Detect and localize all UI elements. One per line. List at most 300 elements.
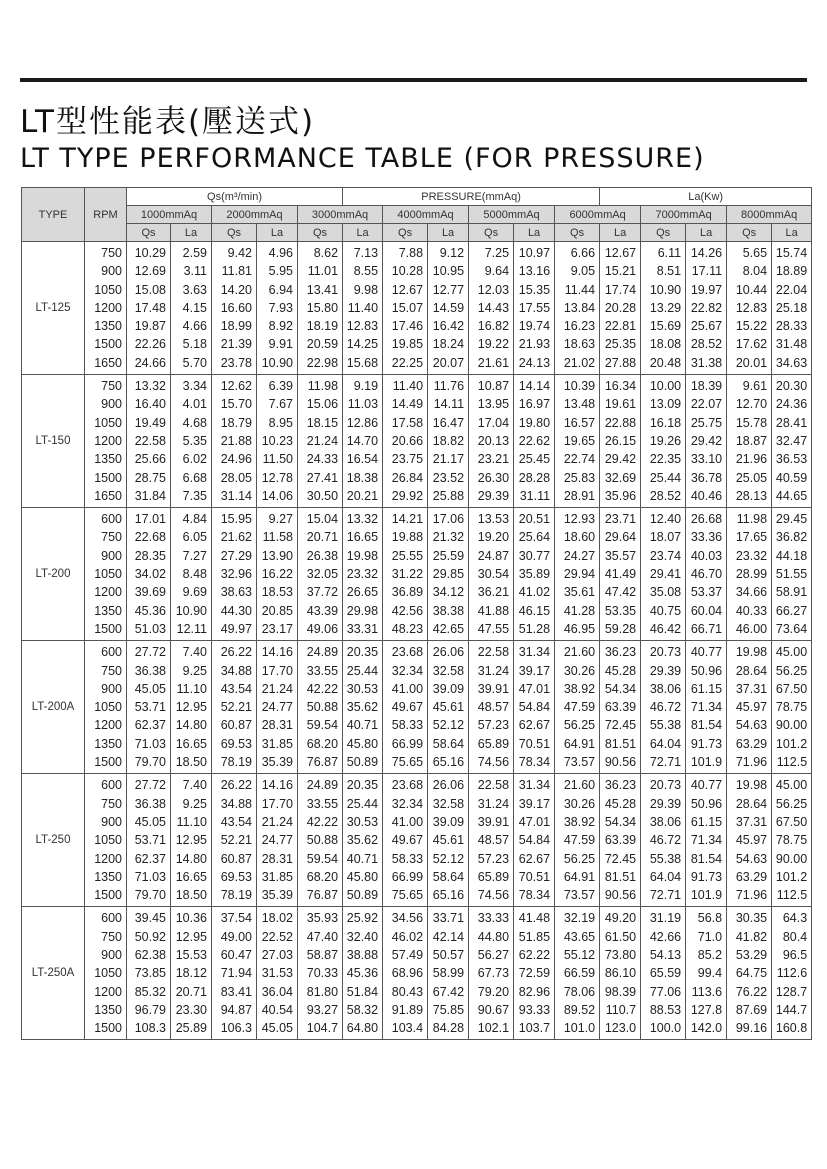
la-value: 19.74: [518, 319, 551, 334]
la-value: 17.70: [261, 663, 293, 678]
qs-value: 60.87: [220, 718, 252, 733]
qs-value: 68.96: [391, 966, 424, 981]
qs-column-cell: [298, 508, 343, 641]
la-value: 22.82: [690, 300, 723, 315]
qs-value: 73.57: [563, 888, 596, 903]
la-value: 64.3: [782, 911, 808, 926]
qs-value: 9.05: [570, 264, 596, 279]
qs-value: 7.25: [484, 246, 510, 260]
la-value: 8.48: [182, 567, 207, 582]
qs-value: 40.75: [649, 603, 682, 618]
la-column-cell: [600, 907, 641, 1040]
pressure-header: 1000mmAq: [127, 206, 212, 224]
qs-column-cell: [469, 375, 514, 508]
qs-value: 28.91: [563, 488, 596, 503]
la-value: 45.00: [775, 645, 808, 660]
qs-value: 67.73: [477, 966, 510, 981]
la-value: 142.0: [690, 1021, 723, 1036]
qs-value: 33.33: [477, 911, 510, 926]
qs-value: 21.39: [220, 337, 252, 352]
qs-value: 46.95: [563, 621, 596, 636]
qs-value: 10.90: [649, 282, 682, 297]
la-value: 33.36: [690, 530, 723, 545]
qs-value: 29.39: [649, 663, 682, 678]
qs-value: 23.78: [220, 355, 252, 370]
qs-value: 39.91: [477, 681, 510, 696]
la-subheader: La: [514, 224, 555, 242]
qs-value: 24.27: [563, 548, 596, 563]
qs-value: 38.92: [563, 814, 596, 829]
qs-column-cell: [383, 375, 428, 508]
la-value: 45.80: [346, 736, 379, 751]
la-value: 62.67: [518, 851, 551, 866]
la-value: 4.66: [182, 319, 207, 334]
la-value: 5.70: [182, 355, 207, 370]
la-column-cell: [343, 907, 383, 1040]
la-value: 50.96: [690, 663, 723, 678]
qs-column-cell: [727, 242, 772, 375]
qs-column-cell: [383, 641, 428, 774]
la-column-cell: [772, 774, 812, 907]
la-value: 33.71: [432, 911, 465, 926]
qs-value: 16.40: [134, 397, 166, 412]
la-value: 39.17: [518, 663, 551, 678]
qs-value: 27.29: [220, 548, 252, 563]
qs-value: 41.88: [477, 603, 510, 618]
la-value: 58.91: [775, 585, 808, 600]
qs-value: 50.88: [306, 833, 339, 848]
qs-value: 15.80: [306, 300, 339, 315]
la-value: 7.35: [182, 488, 207, 503]
la-value: 18.82: [432, 433, 465, 448]
rpm-value: 750: [101, 929, 122, 944]
qs-value: 34.66: [735, 585, 768, 600]
la-value: 18.50: [175, 755, 207, 770]
rpm-value: 900: [101, 814, 122, 829]
la-value: 6.05: [182, 530, 207, 545]
la-value: 90.00: [775, 851, 808, 866]
qs-value: 15.22: [735, 319, 768, 334]
qs-value: 17.46: [391, 319, 424, 334]
la-value: 11.10: [176, 814, 207, 829]
la-value: 16.97: [518, 397, 551, 412]
qs-column-cell: [127, 508, 171, 641]
la-column-cell: [428, 907, 469, 1040]
la-value: 14.06: [261, 488, 293, 503]
rpm-value: 1200: [94, 585, 122, 600]
qs-value: 18.08: [649, 337, 682, 352]
qs-subheader: Qs: [383, 224, 428, 242]
qs-value: 76.22: [735, 984, 768, 999]
la-value: 21.32: [432, 530, 465, 545]
la-value: 4.15: [182, 300, 207, 315]
qs-value: 29.39: [477, 488, 510, 503]
model-group-row: [22, 242, 812, 375]
la-value: 70.51: [518, 736, 551, 751]
la-value: 128.7: [775, 984, 808, 999]
la-value: 4.01: [182, 397, 207, 412]
la-value: 44.65: [775, 488, 808, 503]
qs-group-header: Qs(m³/min): [127, 188, 343, 206]
qs-value: 85.32: [134, 984, 166, 999]
qs-value: 8.04: [742, 264, 768, 279]
la-value: 21.24: [261, 814, 293, 829]
qs-column-cell: [469, 242, 514, 375]
qs-value: 99.16: [735, 1021, 768, 1036]
la-value: 32.47: [775, 433, 808, 448]
qs-value: 26.30: [477, 470, 510, 485]
rpm-value: 1050: [94, 833, 122, 848]
qs-subheader: Qs: [727, 224, 772, 242]
qs-value: 108.3: [134, 1021, 166, 1036]
la-value: 29.85: [432, 567, 465, 582]
qs-value: 9.64: [484, 264, 510, 279]
la-column-cell: [171, 242, 212, 375]
qs-value: 41.28: [563, 603, 596, 618]
qs-value: 26.38: [306, 548, 339, 563]
qs-value: 23.68: [391, 778, 424, 793]
qs-value: 81.80: [306, 984, 339, 999]
qs-value: 20.59: [306, 337, 339, 352]
la-value: 90.56: [604, 888, 637, 903]
la-value: 23.52: [432, 470, 465, 485]
qs-column-cell: [727, 641, 772, 774]
qs-column-cell: [298, 242, 343, 375]
la-column-cell: [257, 641, 298, 774]
qs-value: 43.54: [220, 681, 252, 696]
la-column-cell: [772, 641, 812, 774]
qs-value: 34.56: [391, 911, 424, 926]
la-value: 31.34: [518, 645, 551, 660]
rpm-value: 1350: [94, 1002, 122, 1017]
qs-value: 26.22: [220, 645, 252, 660]
qs-subheader: Qs: [641, 224, 686, 242]
la-value: 59.28: [604, 621, 637, 636]
qs-value: 32.05: [306, 567, 339, 582]
la-value: 32.58: [432, 796, 465, 811]
la-value: 12.95: [175, 833, 207, 848]
qs-value: 48.57: [477, 833, 510, 848]
qs-value: 71.96: [735, 755, 768, 770]
qs-column-cell: [555, 641, 600, 774]
rpm-value: 1200: [94, 300, 122, 315]
qs-value: 18.60: [563, 530, 596, 545]
qs-value: 23.21: [477, 452, 510, 467]
la-column-cell: [428, 641, 469, 774]
la-value: 14.80: [175, 851, 207, 866]
qs-value: 23.32: [735, 548, 768, 563]
la-value: 28.28: [518, 470, 551, 485]
qs-column-cell: [469, 907, 514, 1040]
rpm-cell: [85, 774, 127, 907]
rpm-value: 1050: [94, 966, 122, 981]
qs-value: 19.88: [391, 530, 424, 545]
qs-value: 45.36: [134, 603, 166, 618]
qs-value: 37.31: [735, 681, 768, 696]
la-value: 91.73: [690, 869, 723, 884]
la-value: 36.53: [775, 452, 808, 467]
qs-value: 46.72: [649, 833, 682, 848]
qs-value: 78.19: [220, 755, 252, 770]
rpm-header: RPM: [85, 188, 127, 242]
qs-column-cell: [383, 242, 428, 375]
qs-column-cell: [383, 774, 428, 907]
qs-value: 18.63: [563, 337, 596, 352]
la-value: 20.85: [261, 603, 293, 618]
la-column-cell: [514, 774, 555, 907]
la-value: 40.77: [690, 778, 723, 793]
qs-value: 21.88: [220, 433, 252, 448]
qs-column-cell: [127, 242, 171, 375]
la-value: 98.39: [604, 984, 637, 999]
qs-value: 13.41: [306, 282, 339, 297]
la-value: 21.24: [261, 681, 293, 696]
pressure-header: 4000mmAq: [383, 206, 469, 224]
la-value: 28.31: [261, 851, 293, 866]
la-value: 34.12: [432, 585, 465, 600]
la-column-cell: [600, 242, 641, 375]
qs-column-cell: [555, 907, 600, 1040]
la-value: 41.49: [604, 567, 637, 582]
qs-value: 66.99: [391, 869, 424, 884]
la-value: 62.22: [518, 947, 551, 962]
la-value: 20.35: [346, 778, 379, 793]
qs-value: 18.79: [220, 415, 252, 430]
la-value: 9.25: [182, 796, 207, 811]
qs-value: 43.65: [563, 929, 596, 944]
la-value: 6.94: [268, 282, 293, 297]
la-value: 9.91: [268, 337, 293, 352]
la-value: 73.64: [775, 621, 808, 636]
la-value: 31.11: [519, 488, 551, 503]
qs-value: 32.96: [220, 567, 252, 582]
la-value: 66.27: [775, 603, 808, 618]
qs-column-cell: [212, 375, 257, 508]
la-value: 81.51: [604, 869, 637, 884]
la-column-cell: [257, 907, 298, 1040]
qs-value: 19.85: [391, 337, 424, 352]
qs-value: 12.93: [563, 512, 596, 527]
la-value: 10.90: [175, 603, 207, 618]
type-header: TYPE: [22, 188, 85, 242]
model-group-row: [22, 641, 812, 774]
la-value: 71.34: [690, 700, 723, 715]
qs-column-cell: [212, 508, 257, 641]
qs-value: 80.43: [391, 984, 424, 999]
la-value: 39.09: [432, 681, 465, 696]
la-value: 23.32: [346, 567, 379, 582]
la-value: 23.17: [261, 621, 293, 636]
la-value: 18.12: [175, 966, 207, 981]
qs-value: 14.49: [391, 397, 424, 412]
la-value: 51.28: [518, 621, 551, 636]
qs-column-cell: [727, 508, 772, 641]
qs-value: 29.94: [563, 567, 596, 582]
qs-value: 55.38: [649, 718, 682, 733]
qs-value: 18.15: [306, 415, 339, 430]
qs-value: 49.00: [220, 929, 252, 944]
la-value: 50.89: [346, 888, 379, 903]
qs-value: 65.89: [477, 869, 510, 884]
qs-value: 28.64: [735, 663, 768, 678]
qs-value: 42.66: [649, 929, 682, 944]
la-value: 54.84: [518, 833, 551, 848]
la-value: 93.33: [518, 1002, 551, 1017]
qs-value: 25.55: [391, 548, 424, 563]
la-value: 81.54: [690, 851, 723, 866]
qs-value: 7.88: [398, 246, 424, 260]
la-value: 51.85: [518, 929, 551, 944]
qs-column-cell: [727, 375, 772, 508]
rpm-value: 1050: [94, 282, 122, 297]
qs-value: 60.87: [220, 851, 252, 866]
la-value: 25.75: [690, 415, 723, 430]
la-value: 44.18: [775, 548, 808, 563]
rpm-value: 1500: [94, 337, 122, 352]
la-value: 21.93: [518, 337, 551, 352]
la-value: 45.80: [346, 869, 379, 884]
qs-column-cell: [469, 641, 514, 774]
la-value: 32.69: [604, 470, 637, 485]
la-value: 15.35: [518, 282, 551, 297]
la-value: 36.23: [604, 778, 637, 793]
qs-value: 19.20: [477, 530, 510, 545]
la-value: 19.61: [604, 397, 637, 412]
qs-value: 12.70: [735, 397, 768, 412]
rpm-value: 900: [101, 947, 122, 962]
qs-value: 33.55: [306, 663, 339, 678]
qs-value: 35.08: [649, 585, 682, 600]
qs-value: 20.73: [649, 645, 682, 660]
la-value: 12.86: [346, 415, 379, 430]
la-column-cell: [686, 508, 727, 641]
qs-value: 10.29: [134, 246, 166, 260]
rpm-value: 1050: [94, 567, 122, 582]
la-value: 41.02: [518, 585, 551, 600]
qs-value: 16.23: [563, 319, 596, 334]
la-value: 24.36: [775, 397, 808, 412]
qs-value: 10.87: [477, 379, 510, 394]
la-value: 29.42: [604, 452, 637, 467]
qs-value: 53.71: [134, 700, 166, 715]
qs-value: 46.42: [649, 621, 682, 636]
la-value: 25.59: [432, 548, 465, 563]
la-value: 53.37: [690, 585, 723, 600]
la-subheader: La: [257, 224, 298, 242]
la-value: 45.28: [604, 796, 637, 811]
la-value: 56.8: [697, 911, 723, 926]
qs-value: 58.33: [391, 718, 424, 733]
la-value: 160.8: [775, 1021, 808, 1036]
la-value: 58.32: [346, 1002, 379, 1017]
qs-value: 10.39: [563, 379, 596, 394]
la-value: 16.65: [175, 736, 207, 751]
qs-value: 25.66: [134, 452, 166, 467]
qs-value: 11.01: [307, 264, 339, 279]
qs-value: 34.88: [220, 663, 252, 678]
la-value: 11.58: [262, 530, 293, 545]
qs-value: 78.19: [220, 888, 252, 903]
la-column-cell: [514, 641, 555, 774]
la-value: 54.34: [604, 814, 637, 829]
la-value: 112.6: [776, 966, 808, 981]
qs-value: 20.66: [391, 433, 424, 448]
la-value: 19.98: [346, 548, 379, 563]
qs-value: 74.56: [477, 888, 510, 903]
qs-column-cell: [298, 774, 343, 907]
la-value: 72.45: [604, 851, 637, 866]
qs-value: 15.06: [306, 397, 339, 412]
la-value: 7.27: [182, 548, 207, 563]
qs-value: 106.3: [220, 1021, 252, 1036]
qs-la-header-row: [22, 224, 812, 242]
la-value: 112.5: [776, 755, 808, 770]
qs-value: 32.34: [391, 663, 424, 678]
la-value: 31.48: [775, 337, 808, 352]
rpm-value: 1050: [94, 700, 122, 715]
qs-value: 27.41: [306, 470, 339, 485]
la-column-cell: [343, 774, 383, 907]
la-value: 67.50: [775, 681, 808, 696]
la-column-cell: [514, 508, 555, 641]
la-value: 17.55: [518, 300, 551, 315]
qs-value: 62.38: [134, 947, 166, 962]
qs-value: 46.02: [391, 929, 424, 944]
qs-value: 71.94: [220, 966, 252, 981]
la-value: 15.21: [604, 264, 637, 279]
qs-value: 18.07: [649, 530, 682, 545]
la-value: 25.92: [346, 911, 379, 926]
rpm-value: 750: [101, 530, 122, 545]
la-value: 27.03: [261, 947, 293, 962]
la-value: 15.68: [346, 355, 379, 370]
qs-value: 14.21: [391, 512, 424, 527]
la-value: 13.90: [261, 548, 293, 563]
qs-value: 31.14: [220, 488, 252, 503]
qs-value: 26.84: [391, 470, 424, 485]
qs-column-cell: [212, 641, 257, 774]
qs-column-cell: [641, 774, 686, 907]
qs-value: 77.06: [649, 984, 682, 999]
la-value: 62.67: [518, 718, 551, 733]
qs-value: 28.35: [134, 548, 166, 563]
la-value: 39.09: [432, 814, 465, 829]
qs-value: 51.03: [134, 621, 166, 636]
la-value: 58.99: [432, 966, 465, 981]
qs-value: 24.66: [134, 355, 166, 370]
qs-column-cell: [555, 774, 600, 907]
la-value: 22.88: [604, 415, 637, 430]
qs-value: 72.71: [649, 755, 682, 770]
la-value: 20.35: [346, 645, 379, 660]
la-value: 33.31: [346, 621, 379, 636]
rpm-cell: [85, 375, 127, 508]
qs-value: 31.24: [477, 663, 510, 678]
la-value: 14.80: [175, 718, 207, 733]
la-value: 19.97: [690, 282, 723, 297]
qs-value: 47.55: [477, 621, 510, 636]
rpm-value: 600: [101, 512, 122, 527]
qs-value: 89.52: [563, 1002, 596, 1017]
la-value: 50.57: [432, 947, 465, 962]
qs-value: 56.25: [563, 851, 596, 866]
la-column-cell: [171, 774, 212, 907]
la-column-cell: [514, 375, 555, 508]
qs-value: 46.00: [735, 621, 768, 636]
la-value: 45.61: [432, 700, 465, 715]
la-value: 11.76: [433, 379, 465, 394]
la-value: 8.92: [268, 319, 293, 334]
